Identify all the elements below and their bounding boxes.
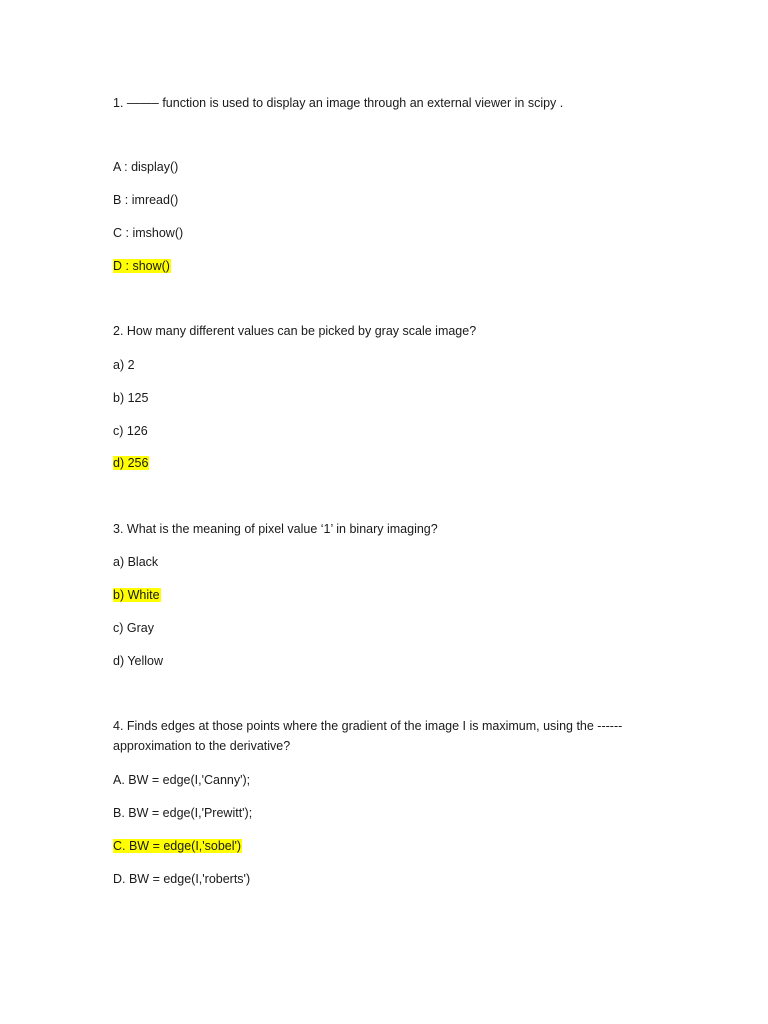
question-1-option-a: A : display() xyxy=(113,160,179,174)
question-3-option-a: a) Black xyxy=(113,555,159,569)
highlighted-answer: d) 256 xyxy=(113,456,149,470)
question-2-option-d xyxy=(113,454,149,472)
question-2-text: 2. How many different values can be picked by gray scale image? xyxy=(113,324,477,338)
question-1-option-b: B : imread() xyxy=(113,193,179,207)
highlighted-answer: b) White xyxy=(113,588,160,602)
question-1-option-c: C : imshow() xyxy=(113,226,184,240)
highlighted-answer: C. BW = edge(I,'sobel') xyxy=(113,839,242,853)
question-3-text: 3. What is the meaning of pixel value ‘1’ in binary imaging? xyxy=(113,522,438,536)
question-4-text: 4. Finds edges at those points where the gradient of the image I is maximum, using the ------ approximation to the derivative? xyxy=(113,719,623,753)
question-2-option-a: a) 2 xyxy=(113,358,135,372)
question-2-option-b: b) 125 xyxy=(113,391,149,405)
highlighted-answer: D : show() xyxy=(113,259,170,273)
question-4-option-a: A. BW = edge(I,'Canny'); xyxy=(113,773,251,787)
question-2-option-c: c) 126 xyxy=(113,424,148,438)
question-4-option-d: D. BW = edge(I,'roberts') xyxy=(113,872,251,886)
question-3-option-c: c) Gray xyxy=(113,621,154,635)
question-1-option-d xyxy=(113,257,171,275)
question-4-option-b: B. BW = edge(I,'Prewitt'); xyxy=(113,806,253,820)
question-3-option-d: d) Yellow xyxy=(113,654,164,668)
question-3-option-b xyxy=(113,586,161,604)
question-1-text: 1. ——– function is used to display an image through an external viewer in scipy . xyxy=(113,96,564,110)
question-4-option-c xyxy=(113,837,242,855)
